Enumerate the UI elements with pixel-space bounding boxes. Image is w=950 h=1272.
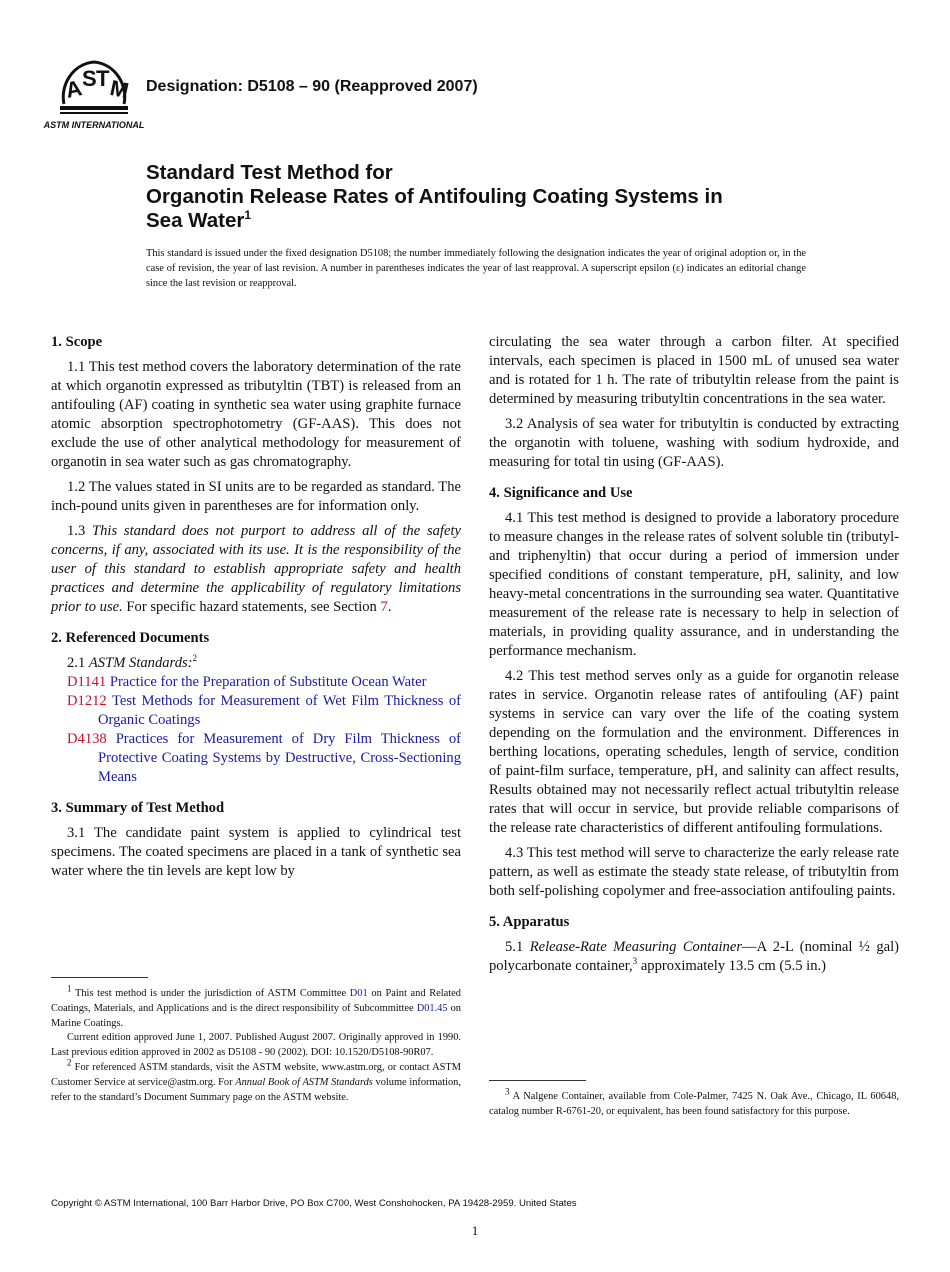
paragraph-4-3: 4.3 This test method will serve to characterize the early release rate pattern, as well as estimate the steady state release, of tributyltin from both self-polishing copolymer and free-association antifouling paints. bbox=[489, 845, 899, 899]
paragraph-2-1 bbox=[51, 654, 461, 673]
term-italic: Release-Rate Measuring Container bbox=[529, 939, 743, 955]
section-7-link[interactable]: 7 bbox=[380, 599, 388, 615]
footnote-mark: 1 bbox=[67, 983, 72, 994]
title-line-3 bbox=[146, 209, 846, 233]
footnote-italic: Annual Book of ASTM Standards bbox=[235, 1076, 373, 1088]
paragraph-1-3 bbox=[51, 522, 461, 617]
reference-code[interactable]: D4138 bbox=[67, 731, 107, 747]
paragraph-3-1-continued: circulating the sea water through a carbon filter. At specified intervals, each specimen is placed in 1500 mL of unused sea water and is rotated for 1 h. The rate of tributyltin release from the paint is determined by measuring tributyltin concentrations in the sea water. bbox=[489, 334, 899, 407]
reference-item[interactable] bbox=[67, 730, 461, 787]
footnote-mark: 2 bbox=[67, 1057, 72, 1068]
footnote-text: This test method is under the jurisdiction of ASTM Committee bbox=[71, 988, 350, 999]
paragraph-1-2: 1.2 The values stated in SI units are to be regarded as standard. The inch-pound units given in parentheses are for information only. bbox=[51, 479, 461, 514]
reference-title[interactable]: Test Methods for Measurement of Wet Film Thickness of Organic Coatings bbox=[98, 693, 461, 728]
left-column bbox=[51, 333, 461, 887]
reference-item[interactable] bbox=[67, 673, 461, 692]
copyright-notice: Copyright © ASTM International, 100 Barr Harbor Drive, PO Box C700, West Conshohocken, PA 19428-2959. United States bbox=[51, 1198, 577, 1209]
footnote-text: For referenced ASTM standards, visit the ASTM website, www.astm.org, or contact ASTM Customer Service at service@astm.org. For bbox=[51, 1061, 461, 1088]
para-end: approximately 13.5 cm (5.5 in.) bbox=[637, 958, 827, 974]
para-end: . bbox=[387, 599, 392, 615]
title-footnote-mark: 1 bbox=[244, 208, 252, 223]
footnote-1-edition: Current edition approved June 1, 2007. Published August 2007. Originally approved in 1990. Last previous edition approved in 2002 as D5108 - 90 (2002). DOI: 10.1520/D5108-90R07. bbox=[51, 1032, 461, 1059]
footnote-2 bbox=[51, 1057, 461, 1105]
footnote-mark: 2 bbox=[192, 653, 198, 664]
para-text: For specific hazard statements, see Section bbox=[122, 599, 381, 615]
footnote-3 bbox=[489, 1086, 899, 1120]
section-heading-summary: 3. Summary of Test Method bbox=[51, 800, 225, 816]
page-number: 1 bbox=[471, 1223, 479, 1238]
footnote-text: volume information, refer to the standard’s Document Summary page on the ASTM website. bbox=[51, 1076, 461, 1103]
footnote-rule-right bbox=[489, 1080, 586, 1081]
preamble: This standard is issued under the fixed designation D5108; the number immediately following the designation indicates the year of original adoption or, in the case of revision, the year of last revision. A number in parentheses indicates the year of last reapproval. A superscript epsilon (ε) indicates an editorial change since the last revision or reapproval. bbox=[146, 248, 806, 289]
title-line-1: Standard Test Method for bbox=[146, 161, 393, 184]
footnote-rule-left bbox=[51, 977, 148, 978]
svg-text:M: M bbox=[107, 75, 131, 104]
reference-list bbox=[67, 673, 461, 787]
footnotes-left bbox=[51, 983, 461, 1105]
right-column bbox=[489, 333, 899, 982]
footnote-1 bbox=[51, 983, 461, 1031]
astm-logo-icon bbox=[43, 56, 145, 134]
astm-standards-label: ASTM Standards: bbox=[88, 655, 193, 671]
section-heading-referenced-documents: 2. Referenced Documents bbox=[51, 630, 210, 646]
para-text: —A 2-L (nominal ½ gal) polycarbonate container, bbox=[489, 939, 900, 974]
paragraph-4-1: 4.1 This test method is designed to provide a laboratory procedure to measure changes in the release rates of solvent soluble tin (tributyl- and triphenyltin) that occur during a period of immersion under specified conditions of constant temperature, pH, salinity, and low heavy-metal concentrations in the surrounding sea water. Quantitative measurement of the release rate is necessary to help in selection of materials, in providing quality assurance, and in understanding the performance mechanism. bbox=[489, 510, 899, 659]
subcommittee-link[interactable]: D01.45 bbox=[416, 1002, 448, 1014]
reference-code[interactable]: D1212 bbox=[67, 693, 107, 709]
section-heading-apparatus: 5. Apparatus bbox=[489, 914, 570, 930]
logo-wordmark: ASTM INTERNATIONAL bbox=[43, 120, 145, 130]
footnote-text: on Paint and Related Coatings, Materials, and Applications and is the direct responsibility of Subcommittee bbox=[51, 988, 461, 1014]
reference-code[interactable]: D1141 bbox=[67, 674, 107, 690]
paragraph-3-1: 3.1 The candidate paint system is applied to cylindrical test specimens. The coated specimens are placed in a tank of synthetic sea water where the tin levels are kept low by bbox=[51, 825, 461, 879]
para-number: 1.3 bbox=[67, 523, 93, 539]
section-heading-significance: 4. Significance and Use bbox=[489, 485, 633, 501]
svg-text:T: T bbox=[96, 66, 110, 91]
section-heading-scope: 1. Scope bbox=[51, 334, 103, 350]
footnote-mark: 3 bbox=[632, 956, 638, 967]
document-title bbox=[146, 161, 846, 233]
svg-text:S: S bbox=[82, 66, 97, 91]
footnote-text: A Nalgene Container, available from Cole-Palmer, 7425 N. Oak Ave., Chicago, IL 60648, catalog number R-6761-20, or equivalent, has been found satisfactory for this purpose. bbox=[489, 1091, 899, 1117]
footnote-mark: 3 bbox=[505, 1086, 510, 1097]
paragraph-5-1 bbox=[489, 938, 899, 976]
committee-link[interactable]: D01 bbox=[349, 988, 368, 999]
footnotes-right bbox=[489, 1086, 899, 1120]
reference-title[interactable]: Practices for Measurement of Dry Film Thickness of Protective Coating Systems by Destructive, Cross-Sectioning Means bbox=[98, 731, 461, 785]
title-line-2: Organotin Release Rates of Antifouling Coating Systems in bbox=[146, 185, 723, 208]
footnote-text: on Marine Coatings. bbox=[51, 1002, 461, 1029]
reference-title[interactable]: Practice for the Preparation of Substitute Ocean Water bbox=[106, 674, 427, 690]
astm-logo bbox=[43, 56, 145, 134]
paragraph-4-2: 4.2 This test method serves only as a guide for organotin release rates in service. Organotin release rates of antifouling (AF) paint systems in service can vary over the life of the coating system depending on the formulation and the environment. Differences in berthing locations, operating schedules, length of service, condition of paint-film surface, temperature, pH, and salinity can affect results, Results obtained may not necessarily reflect actual tributyltin release rates that will occur in service, but provide reliable comparisons of the release rate characteristics of different antifouling formulations. bbox=[489, 668, 899, 836]
designation: Designation: D5108 – 90 (Reapproved 2007) bbox=[146, 78, 478, 95]
svg-text:A: A bbox=[63, 75, 85, 103]
paragraph-3-2: 3.2 Analysis of sea water for tributyltin is conducted by extracting the organotin with toluene, washing with sodium hydroxide, and measuring for total tin using (GF-AAS). bbox=[489, 416, 899, 470]
paragraph-1-1: 1.1 This test method covers the laboratory determination of the rate at which organotin expressed as tributyltin (TBT) is released from an antifouling (AF) coating in synthetic sea water using graphite furnace atomic absorption spectrophotometry (GF-AAS). This does not exclude the use of other analytical methodology for measurement of organotin in sea water such as gas chromatography. bbox=[51, 359, 461, 470]
para-number: 2.1 bbox=[67, 655, 89, 671]
title-line-3-text: Sea Water bbox=[146, 209, 245, 232]
reference-item[interactable] bbox=[67, 692, 461, 730]
para-number: 5.1 bbox=[505, 939, 530, 955]
safety-caveat: This standard does not purport to address all of the safety concerns, if any, associated with its use. It is the responsibility of the user of this standard to establish appropriate safety and health practices and determine the applicability of regulatory limitations prior to use. bbox=[51, 523, 461, 615]
